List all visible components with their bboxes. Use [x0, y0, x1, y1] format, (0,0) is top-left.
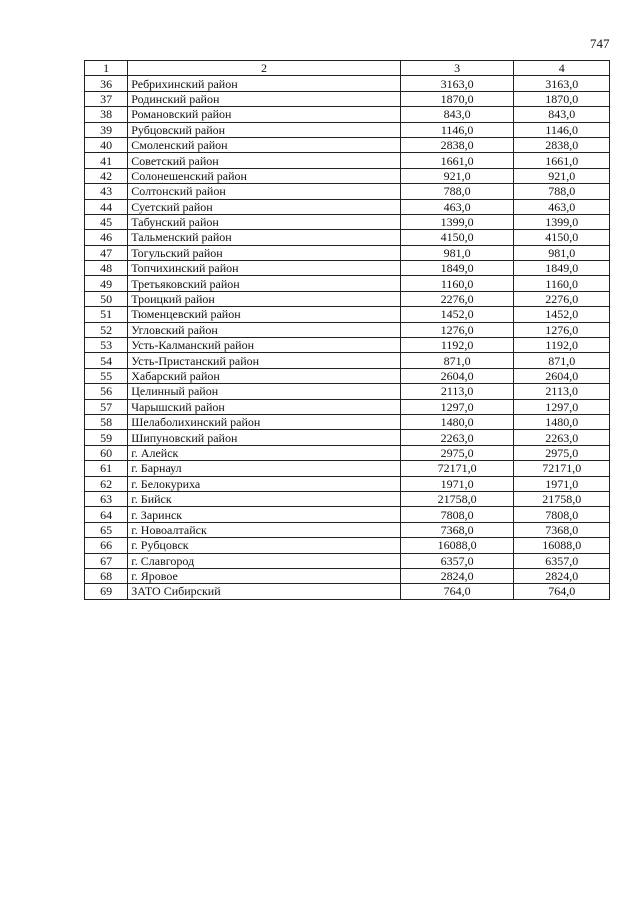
table-row [85, 261, 610, 276]
row-number: 66 [85, 538, 128, 553]
row-number: 49 [85, 276, 128, 291]
row-number: 42 [85, 168, 128, 183]
row-number: 62 [85, 476, 128, 491]
table-row [85, 353, 610, 368]
value-col-3: 1399,0 [400, 214, 514, 229]
value-col-3: 1452,0 [400, 307, 514, 322]
municipality-name: Романовский район [128, 107, 401, 122]
row-number: 64 [85, 507, 128, 522]
municipality-name: Топчихинский район [128, 261, 401, 276]
table-row [85, 245, 610, 260]
header-col-1: 1 [85, 61, 128, 76]
municipality-name: г. Новоалтайск [128, 522, 401, 537]
municipality-name: Родинский район [128, 91, 401, 106]
value-col-4: 1452,0 [514, 307, 610, 322]
page-number: 747 [590, 36, 610, 51]
row-number: 44 [85, 199, 128, 214]
value-col-3: 1849,0 [400, 261, 514, 276]
table-row [85, 322, 610, 337]
municipality-name: Троицкий район [128, 291, 401, 306]
table-row [85, 199, 610, 214]
value-col-3: 843,0 [400, 107, 514, 122]
row-number: 60 [85, 445, 128, 460]
table-row [85, 584, 610, 599]
row-number: 41 [85, 153, 128, 168]
municipality-name: Рубцовский район [128, 122, 401, 137]
row-number: 38 [85, 107, 128, 122]
value-col-4: 4150,0 [514, 230, 610, 245]
value-col-4: 2604,0 [514, 368, 610, 383]
value-col-3: 1192,0 [400, 338, 514, 353]
row-number: 56 [85, 384, 128, 399]
value-col-3: 1480,0 [400, 414, 514, 429]
value-col-3: 2838,0 [400, 137, 514, 152]
value-col-3: 1276,0 [400, 322, 514, 337]
table-row [85, 568, 610, 583]
table-row [85, 291, 610, 306]
row-number: 39 [85, 122, 128, 137]
row-number: 50 [85, 291, 128, 306]
table-row [85, 338, 610, 353]
value-col-3: 16088,0 [400, 538, 514, 553]
value-col-3: 2263,0 [400, 430, 514, 445]
value-col-4: 72171,0 [514, 461, 610, 476]
value-col-4: 16088,0 [514, 538, 610, 553]
table-row [85, 553, 610, 568]
value-col-4: 1480,0 [514, 414, 610, 429]
municipality-name: Целинный район [128, 384, 401, 399]
value-col-3: 1160,0 [400, 276, 514, 291]
value-col-4: 463,0 [514, 199, 610, 214]
row-number: 51 [85, 307, 128, 322]
municipality-name: Угловский район [128, 322, 401, 337]
municipality-name: Тогульский район [128, 245, 401, 260]
row-number: 54 [85, 353, 128, 368]
table-row [85, 368, 610, 383]
row-number: 61 [85, 461, 128, 476]
municipality-name: г. Славгород [128, 553, 401, 568]
value-col-4: 21758,0 [514, 491, 610, 506]
row-number: 69 [85, 584, 128, 599]
municipality-name: Табунский район [128, 214, 401, 229]
value-col-4: 843,0 [514, 107, 610, 122]
municipality-name: г. Яровое [128, 568, 401, 583]
municipality-name: Чарышский район [128, 399, 401, 414]
table-row [85, 168, 610, 183]
row-number: 52 [85, 322, 128, 337]
value-col-4: 1160,0 [514, 276, 610, 291]
table-row [85, 384, 610, 399]
value-col-3: 463,0 [400, 199, 514, 214]
value-col-4: 2276,0 [514, 291, 610, 306]
value-col-4: 1146,0 [514, 122, 610, 137]
value-col-3: 4150,0 [400, 230, 514, 245]
value-col-4: 1661,0 [514, 153, 610, 168]
table-row [85, 91, 610, 106]
row-number: 43 [85, 184, 128, 199]
table-row [85, 276, 610, 291]
value-col-4: 921,0 [514, 168, 610, 183]
value-col-3: 1971,0 [400, 476, 514, 491]
municipality-name: Смоленский район [128, 137, 401, 152]
value-col-4: 3163,0 [514, 76, 610, 91]
value-col-4: 1192,0 [514, 338, 610, 353]
value-col-3: 72171,0 [400, 461, 514, 476]
value-col-4: 7808,0 [514, 507, 610, 522]
municipality-name: Солтонский район [128, 184, 401, 199]
table-row [85, 230, 610, 245]
table-row [85, 522, 610, 537]
table-row [85, 476, 610, 491]
table-row [85, 461, 610, 476]
table-row [85, 307, 610, 322]
table-row [85, 491, 610, 506]
table-row [85, 414, 610, 429]
table-body [85, 76, 610, 599]
municipality-name: Хабарский район [128, 368, 401, 383]
row-number: 63 [85, 491, 128, 506]
table-row [85, 399, 610, 414]
value-col-4: 1849,0 [514, 261, 610, 276]
row-number: 67 [85, 553, 128, 568]
value-col-3: 2824,0 [400, 568, 514, 583]
row-number: 53 [85, 338, 128, 353]
header-row [85, 61, 610, 76]
row-number: 36 [85, 76, 128, 91]
value-col-4: 764,0 [514, 584, 610, 599]
table-row [85, 107, 610, 122]
municipality-name: Усть-Пристанский район [128, 353, 401, 368]
value-col-3: 1870,0 [400, 91, 514, 106]
table-row [85, 184, 610, 199]
value-col-3: 7368,0 [400, 522, 514, 537]
table-row [85, 538, 610, 553]
value-col-3: 2113,0 [400, 384, 514, 399]
municipality-name: Тюменцевский район [128, 307, 401, 322]
municipality-name: Советский район [128, 153, 401, 168]
municipality-name: Шипуновский район [128, 430, 401, 445]
value-col-4: 2838,0 [514, 137, 610, 152]
municipality-name: Усть-Калманский район [128, 338, 401, 353]
municipality-name: Ребрихинский район [128, 76, 401, 91]
value-col-3: 788,0 [400, 184, 514, 199]
header-col-3: 3 [400, 61, 514, 76]
value-col-4: 1399,0 [514, 214, 610, 229]
value-col-4: 788,0 [514, 184, 610, 199]
table-row [85, 153, 610, 168]
table-row [85, 507, 610, 522]
value-col-4: 1297,0 [514, 399, 610, 414]
value-col-3: 7808,0 [400, 507, 514, 522]
row-number: 59 [85, 430, 128, 445]
row-number: 40 [85, 137, 128, 152]
value-col-3: 981,0 [400, 245, 514, 260]
table-row [85, 445, 610, 460]
value-col-4: 2824,0 [514, 568, 610, 583]
municipality-name: г. Барнаул [128, 461, 401, 476]
value-col-3: 1146,0 [400, 122, 514, 137]
municipality-name: Суетский район [128, 199, 401, 214]
value-col-4: 7368,0 [514, 522, 610, 537]
header-col-2: 2 [128, 61, 401, 76]
municipality-name: Солонешенский район [128, 168, 401, 183]
header-col-4: 4 [514, 61, 610, 76]
value-col-3: 3163,0 [400, 76, 514, 91]
value-col-3: 6357,0 [400, 553, 514, 568]
value-col-4: 1971,0 [514, 476, 610, 491]
row-number: 47 [85, 245, 128, 260]
value-col-3: 21758,0 [400, 491, 514, 506]
row-number: 65 [85, 522, 128, 537]
value-col-3: 2975,0 [400, 445, 514, 460]
municipality-name: ЗАТО Сибирский [128, 584, 401, 599]
table-row [85, 214, 610, 229]
row-number: 55 [85, 368, 128, 383]
value-col-3: 764,0 [400, 584, 514, 599]
municipality-name: г. Белокуриха [128, 476, 401, 491]
row-number: 46 [85, 230, 128, 245]
row-number: 68 [85, 568, 128, 583]
value-col-4: 981,0 [514, 245, 610, 260]
municipality-name: Шелаболихинский район [128, 414, 401, 429]
municipality-name: г. Рубцовск [128, 538, 401, 553]
row-number: 58 [85, 414, 128, 429]
table-row [85, 430, 610, 445]
municipality-name: г. Бийск [128, 491, 401, 506]
value-col-4: 1276,0 [514, 322, 610, 337]
value-col-3: 2604,0 [400, 368, 514, 383]
table-header [85, 61, 610, 76]
value-col-3: 1661,0 [400, 153, 514, 168]
table-row [85, 76, 610, 91]
row-number: 37 [85, 91, 128, 106]
row-number: 57 [85, 399, 128, 414]
value-col-4: 6357,0 [514, 553, 610, 568]
value-col-4: 2263,0 [514, 430, 610, 445]
value-col-4: 1870,0 [514, 91, 610, 106]
value-col-4: 2975,0 [514, 445, 610, 460]
value-col-3: 2276,0 [400, 291, 514, 306]
value-col-3: 871,0 [400, 353, 514, 368]
value-col-4: 2113,0 [514, 384, 610, 399]
value-col-3: 921,0 [400, 168, 514, 183]
table-row [85, 137, 610, 152]
municipality-name: Тальменский район [128, 230, 401, 245]
value-col-3: 1297,0 [400, 399, 514, 414]
data-table [84, 60, 610, 600]
row-number: 48 [85, 261, 128, 276]
table-row [85, 122, 610, 137]
row-number: 45 [85, 214, 128, 229]
municipality-name: Третьяковский район [128, 276, 401, 291]
value-col-4: 871,0 [514, 353, 610, 368]
municipality-name: г. Заринск [128, 507, 401, 522]
municipality-name: г. Алейск [128, 445, 401, 460]
